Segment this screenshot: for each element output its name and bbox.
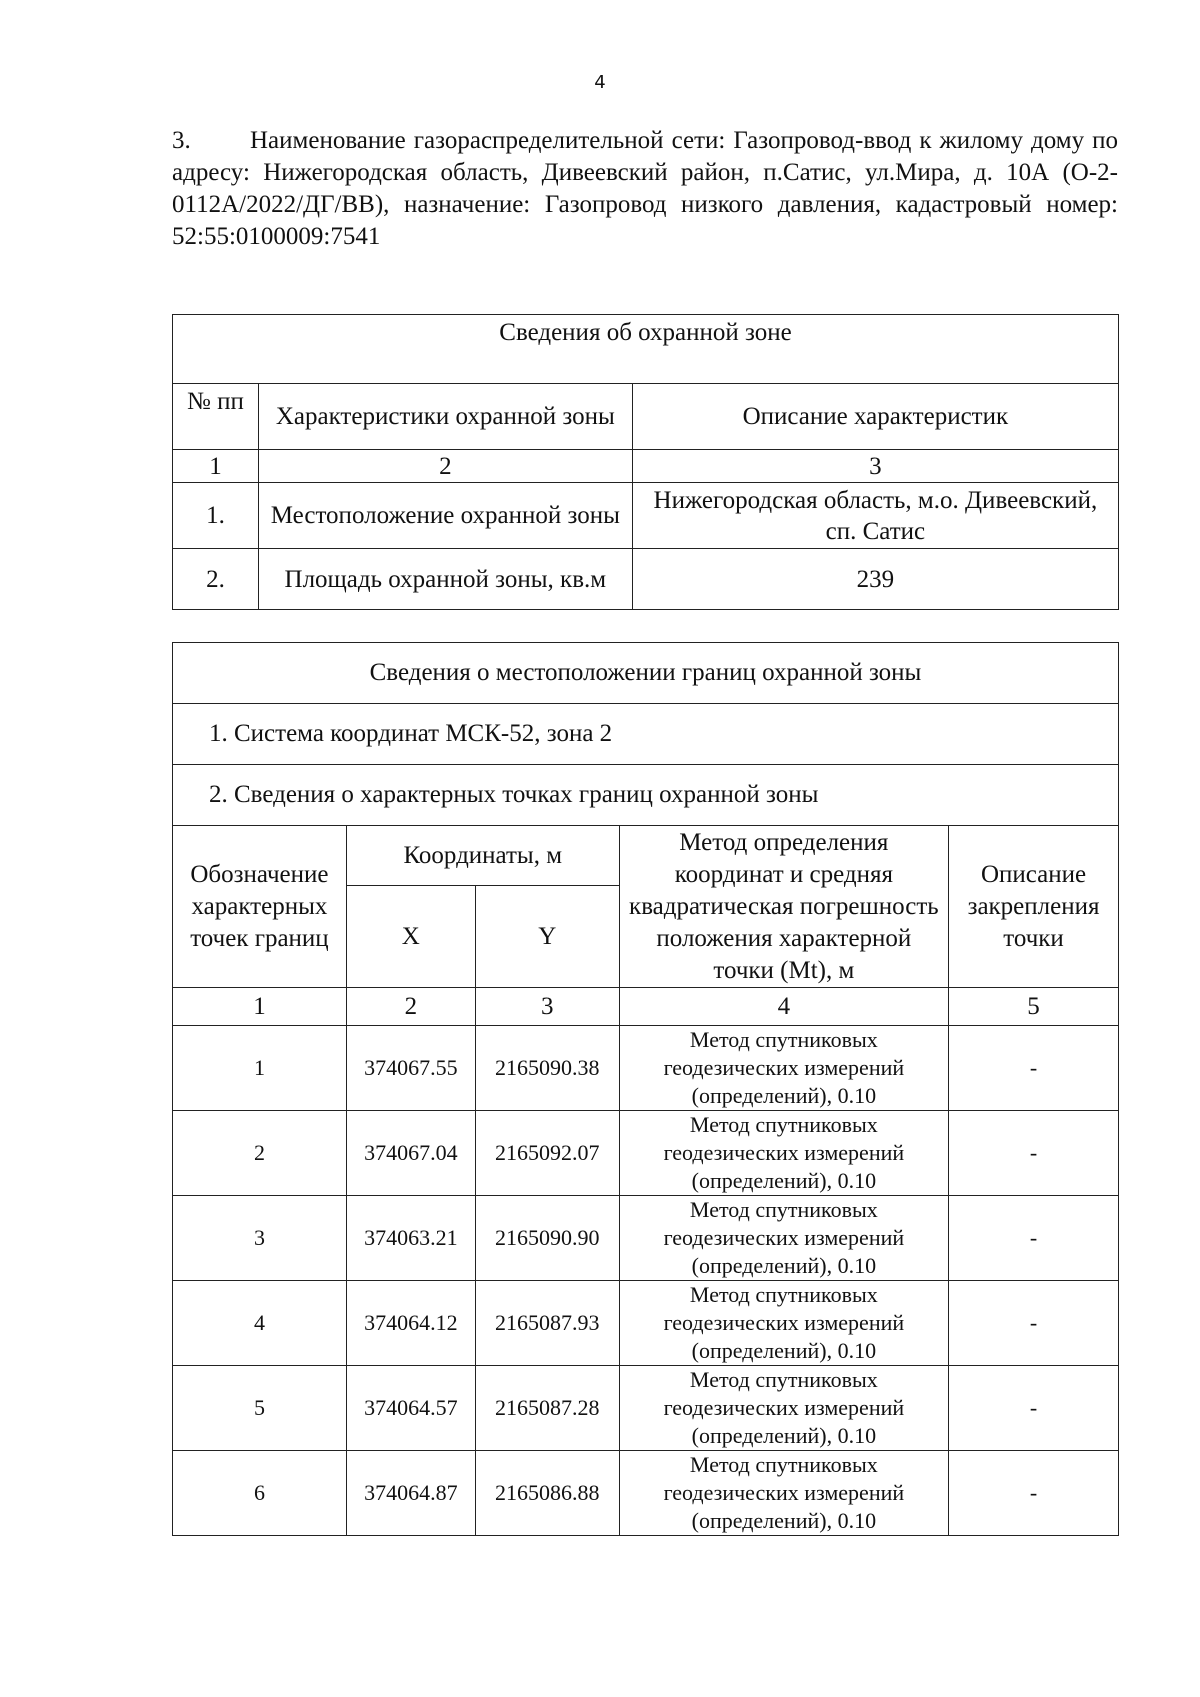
point-id: 3 [173, 1196, 347, 1281]
point-x: 374067.04 [346, 1111, 475, 1196]
section-number: 3. [172, 127, 191, 154]
zone-table-title: Сведения об охранной зоне [173, 315, 1119, 384]
point-fixing: - [949, 1196, 1119, 1281]
col-number: 4 [619, 988, 948, 1026]
header-method: Метод определения координат и средняя квадратическая погрешность положения характерной точки (Mt), м [619, 826, 948, 988]
row-name: Площадь охранной зоны, кв.м [258, 549, 632, 610]
point-method: Метод спутниковых геодезических измерений (определений), 0.10 [619, 1451, 948, 1536]
point-fixing: - [949, 1281, 1119, 1366]
header-x: X [346, 886, 475, 988]
point-fixing: - [949, 1026, 1119, 1111]
point-y: 2165087.93 [475, 1281, 619, 1366]
page-number: 4 [594, 72, 606, 93]
point-y: 2165086.88 [475, 1451, 619, 1536]
col-number: 2 [346, 988, 475, 1026]
point-id: 1 [173, 1026, 347, 1111]
header-characteristics: Характеристики охранной зоны [258, 384, 632, 450]
col-number: 5 [949, 988, 1119, 1026]
protection-zone-table [172, 314, 1119, 610]
point-id: 6 [173, 1451, 347, 1536]
row-number: 2. [173, 549, 259, 610]
point-y: 2165090.90 [475, 1196, 619, 1281]
point-id: 4 [173, 1281, 347, 1366]
col-number: 3 [632, 450, 1118, 483]
row-number: 1. [173, 483, 259, 549]
row-value: 239 [632, 549, 1118, 610]
table-row [173, 1026, 1119, 1111]
col-number: 1 [173, 988, 347, 1026]
col-number: 3 [475, 988, 619, 1026]
coordinate-system: 1. Система координат МСК-52, зона 2 [173, 704, 1119, 765]
point-method: Метод спутниковых геодезических измерений (определений), 0.10 [619, 1196, 948, 1281]
point-y: 2165087.28 [475, 1366, 619, 1451]
table-row [173, 1281, 1119, 1366]
header-coordinates: Координаты, м [346, 826, 619, 886]
point-fixing: - [949, 1111, 1119, 1196]
boundary-coordinates-table [172, 642, 1119, 1536]
coords-table-title: Сведения о местоположении границ охранной зоны [173, 643, 1119, 704]
row-name: Местоположение охранной зоны [258, 483, 632, 549]
header-fixing: Описание закрепления точки [949, 826, 1119, 988]
table-row [173, 549, 1119, 610]
point-method: Метод спутниковых геодезических измерений (определений), 0.10 [619, 1366, 948, 1451]
point-x: 374064.87 [346, 1451, 475, 1536]
point-x: 374063.21 [346, 1196, 475, 1281]
header-description: Описание характеристик [632, 384, 1118, 450]
point-x: 374067.55 [346, 1026, 475, 1111]
col-number: 2 [258, 450, 632, 483]
point-method: Метод спутниковых геодезических измерений (определений), 0.10 [619, 1111, 948, 1196]
point-method: Метод спутниковых геодезических измерений (определений), 0.10 [619, 1281, 948, 1366]
table-row [173, 1111, 1119, 1196]
table-row [173, 483, 1119, 549]
point-fixing: - [949, 1451, 1119, 1536]
intro-paragraph [172, 125, 1118, 253]
point-fixing: - [949, 1366, 1119, 1451]
header-number: № пп [173, 384, 259, 450]
point-x: 374064.12 [346, 1281, 475, 1366]
points-title: 2. Сведения о характерных точках границ охранной зоны [173, 765, 1119, 826]
col-number: 1 [173, 450, 259, 483]
point-id: 2 [173, 1111, 347, 1196]
table-row [173, 1196, 1119, 1281]
point-method: Метод спутниковых геодезических измерений (определений), 0.10 [619, 1026, 948, 1111]
section-text: Наименование газораспределительной сети: Газопровод-ввод к жилому дому по адресу: Нижегородская область, Дивеевский район, п.Сатис, ул.Мира, д. 10А (О-2-0112А/2022/ДГ/ВВ), назначение: Газопровод низкого давления, кадастровый номер: 52:55:0100009:7541 [172, 127, 1118, 250]
point-id: 5 [173, 1366, 347, 1451]
point-y: 2165090.38 [475, 1026, 619, 1111]
table-row [173, 1366, 1119, 1451]
row-value: Нижегородская область, м.о. Дивеевский, сп. Сатис [632, 483, 1118, 549]
table-row [173, 1451, 1119, 1536]
header-y: Y [475, 886, 619, 988]
point-x: 374064.57 [346, 1366, 475, 1451]
header-designation: Обозначение характерных точек границ [173, 826, 347, 988]
point-y: 2165092.07 [475, 1111, 619, 1196]
